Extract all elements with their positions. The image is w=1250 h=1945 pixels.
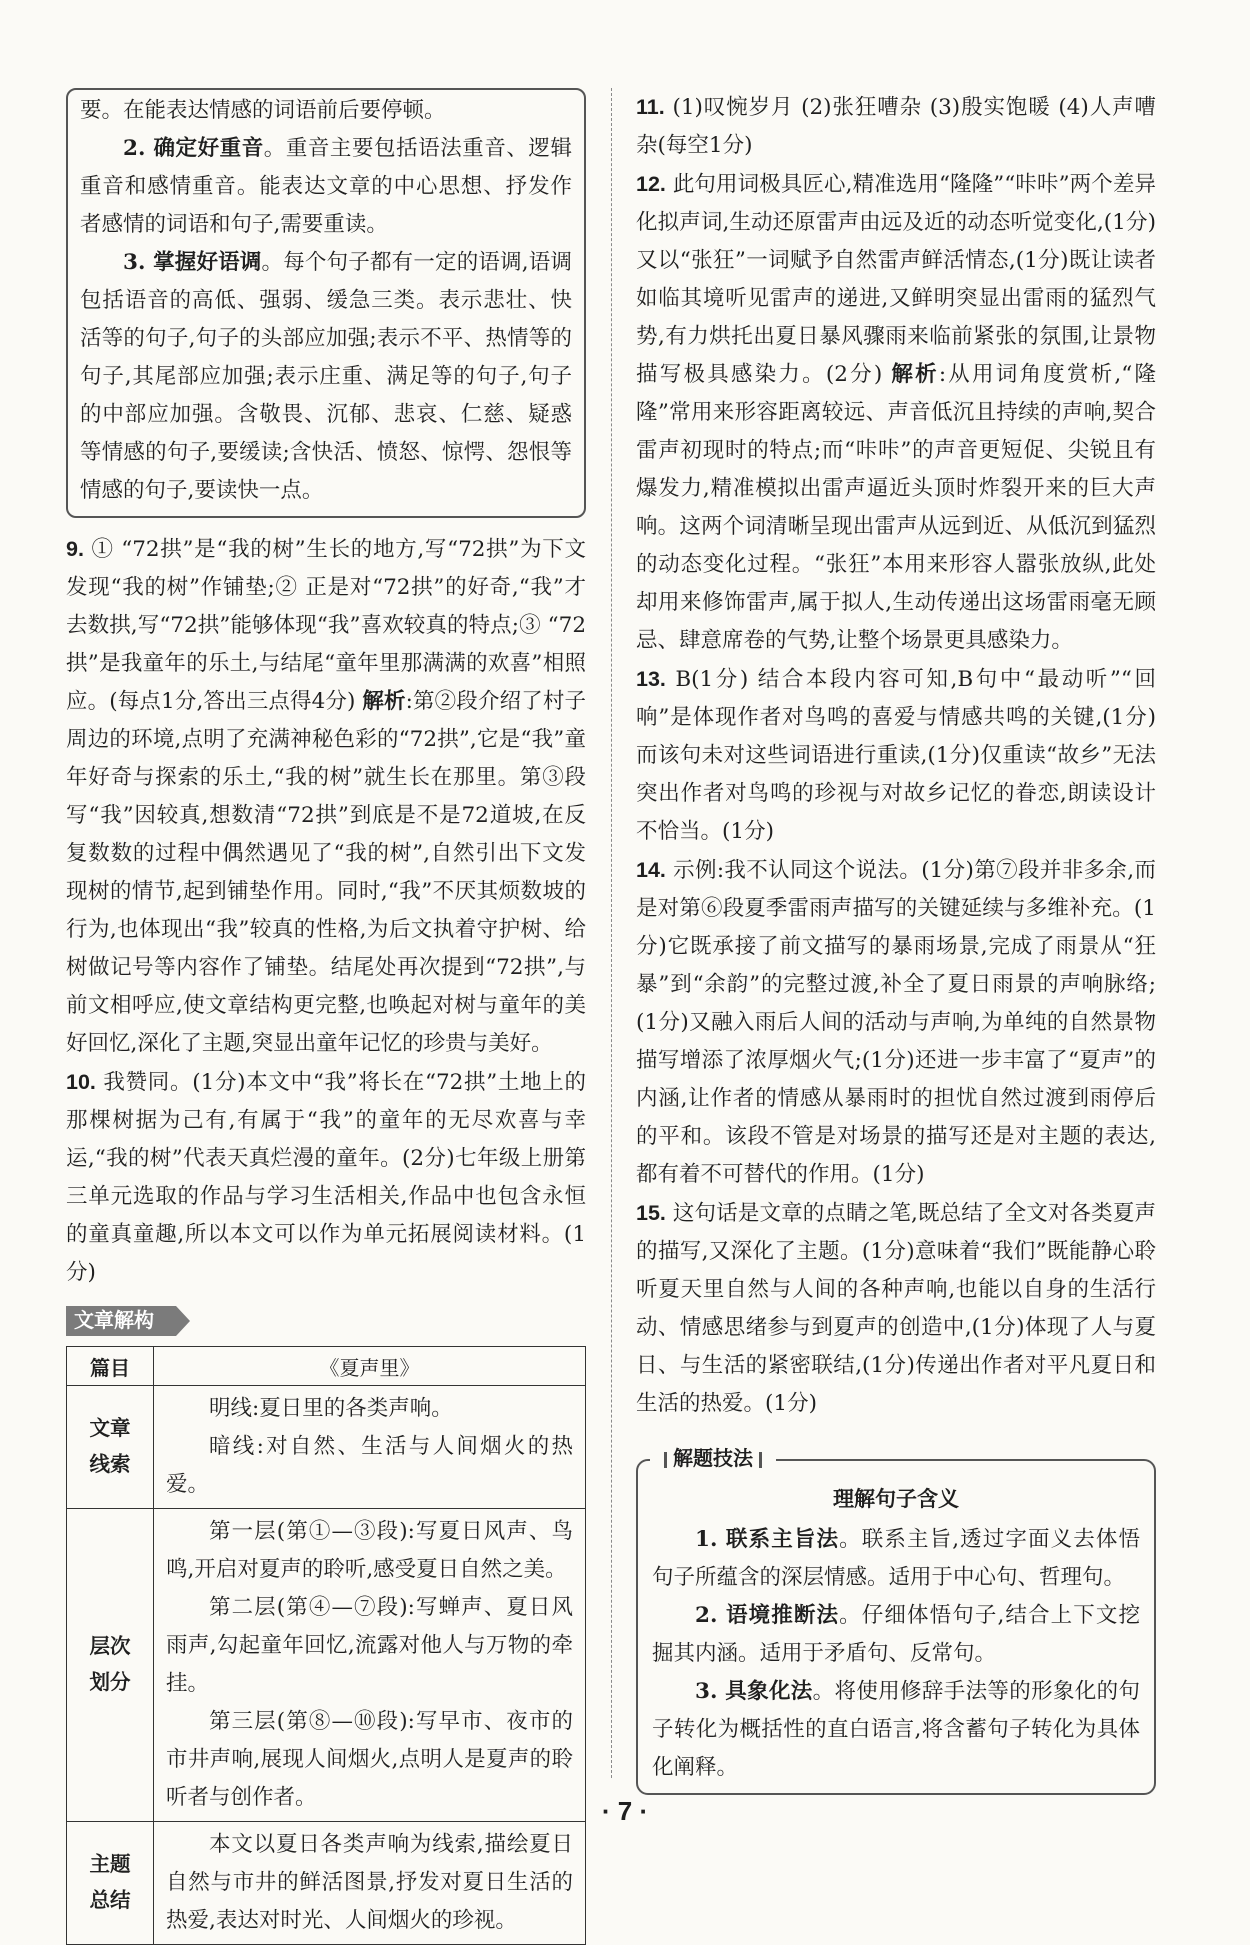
column-divider xyxy=(611,88,612,1778)
box-intro: 要。在能表达情感的词语前后要停顿。 xyxy=(80,98,446,123)
row-body: 本文以夏日各类声响为线索,描绘夏日自然与市井的鲜活图景,抒发对夏日生活的热爱,表达对时光、人间烟火的珍视。 xyxy=(154,1822,586,1945)
answer-14: 14. 示例:我不认同这个说法。(1分)第⑦段并非多余,而是对第⑥段夏季雷雨声描写的关键延续与多维补充。(1分)它既承接了前文描写的暴雨场景,完成了雨景从“狂暴”到“余韵”的完整过渡,补全了夏日雨景的声响脉络;(1分)又融入雨后人间的活动与声响,为单纯的自然景物描写增添了浓厚烟火气;(1分)还进一步丰富了“夏声”的内涵,让作者的情感从暴雨时的担忧自然过渡到雨停后的平和。该段不管是对场景的描写还是对主题的表达,都有着不可替代的作用。(1分) xyxy=(636,858,1156,1187)
method-tips-title: 理解句子含义 xyxy=(833,1488,959,1511)
table-header-row xyxy=(67,1347,586,1386)
box-point-3: 3. 掌握好语调。每个句子都有一定的语调,语调包括语音的高低、强弱、缓急三类。表示悲壮、快活等的句子,句子的头部应加强;表示不平、热情等的句子,其尾部应加强;表示庄重、满足等的句子,句子的中部应加强。含敬畏、沉郁、悲哀、仁慈、疑惑等情感的句子,要缓读;含快活、愤怒、惊愕、怨恨等情感的句子,要读快一点。 xyxy=(80,250,572,503)
answer-9: 9. ① “72拱”是“我的树”生长的地方,写“72拱”为下文发现“我的树”作铺垫;② 正是对“72拱”的好奇,“我”才去数拱,写“72拱”能够体现“我”喜欢较真的特点;③ “72拱”是我童年的乐土,与结尾“童年里那满满的欢喜”相照应。(每点1分,答出三点得4分) 解析:第②段介绍了村子周边的环境,点明了充满神秘色彩的“72拱”,它是“我”童年好奇与探索的乐土,“我的树”就生长在那里。第③段写“我”因较真,想数清“72拱”到底是不是72道坡,在反复数数的过程中偶然遇见了“我的树”,自然引出下文发现树的情节,起到铺垫作用。同时,“我”不厌其烦数坡的行为,也体现出“我”较真的性格,为后文执着守护树、给树做记号等内容作了铺垫。结尾处再次提到“72拱”,与前文相呼应,使文章结构更完整,也唤起对树与童年的美好回忆,深化了主题,突显出童年记忆的珍贵与美好。 xyxy=(66,537,586,1056)
row-head: 文章 线索 xyxy=(67,1386,154,1509)
answer-12: 12. 此句用词极具匠心,精准选用“隆隆”“咔咔”两个差异化拟声词,生动还原雷声由远及近的动态听觉变化,(1分)又以“张狂”一词赋予自然雷声鲜活情态,(1分)既让读者如临其境听见雷声的递进,又鲜明突显出雷雨的猛烈气势,有力烘托出夏日暴风骤雨来临前紧张的氛围,让景物描写极具感染力。(2分) 解析:从用词角度赏析,“隆隆”常用来形容距离较远、声音低沉且持续的声响,契合雷声初现时的特点;而“咔咔”的声音更短促、尖锐且有爆发力,精准模拟出雷声逼近头顶时炸裂开来的巨大声响。这两个词清晰呈现出雷声从远到近、从低沉到猛烈的动态变化过程。“张狂”本用来形容人嚣张放纵,此处却用来修饰雷声,属于拟人,生动传递出这场雷雨毫无顾忌、肆意席卷的气势,让整个场景更具感染力。 xyxy=(636,172,1156,653)
page-number: · 7 · xyxy=(601,1796,649,1826)
method-tips-tag: 解题技法 xyxy=(650,1444,776,1474)
row-head: 主题 总结 xyxy=(67,1822,154,1945)
section-tag-structure: 文章解构 xyxy=(66,1306,176,1336)
table-row xyxy=(67,1386,586,1509)
row-body: 明线:夏日里的各类声响。 暗线:对自然、生活与人间烟火的热爱。 xyxy=(154,1386,586,1509)
method-item: 1. 联系主旨法。联系主旨,透过字面义去体悟句子所蕴含的深层情感。适用于中心句、哲理句。 xyxy=(652,1527,1140,1590)
method-item: 3. 具象化法。将使用修辞手法等的形象化的句子转化为概括性的直白语言,将含蓄句子转化为具体化阐释。 xyxy=(652,1679,1140,1780)
answer-11: 11. (1)叹惋岁月 (2)张狂嘈杂 (3)殷实饱暖 (4)人声嘈杂(每空1分) xyxy=(636,95,1156,158)
answer-15: 15. 这句话是文章的点睛之笔,既总结了全文对各类夏声的描写,又深化了主题。(1分)意味着“我们”既能静心聆听夏天里自然与人间的各种声响,也能以自身的生活行动、情感思绪参与到夏声的创造中,(1分)体现了人与夏日、与生活的紧密联结,(1分)传递出作者对平凡夏日和生活的热爱。(1分) xyxy=(636,1201,1156,1416)
left-column xyxy=(66,88,586,1945)
method-item: 2. 语境推断法。仔细体悟句子,结合上下文挖掘其内涵。适用于矛盾句、反常句。 xyxy=(652,1603,1140,1666)
answer-13: 13. B(1分) 结合本段内容可知,B句中“最动听”“回响”是体现作者对鸟鸣的喜爱与情感共鸣的关键,(1分)而该句未对这些词语进行重读,(1分)仅重读“故乡”无法突出作者对鸟鸣的珍视与对故乡记忆的眷恋,朗读设计不恰当。(1分) xyxy=(636,667,1156,844)
table-row xyxy=(67,1822,586,1945)
reading-tips-box xyxy=(66,88,586,518)
row-body: 第一层(第①—③段):写夏日风声、鸟鸣,开启对夏声的聆听,感受夏日自然之美。 第二层(第④—⑦段):写蝉声、夏日风雨声,勾起童年回忆,流露对他人与万物的牵挂。 第三层(第⑧—⑩段):写早市、夜市的市井声响,展现人间烟火,点明人是夏声的聆听者与创作者。 xyxy=(154,1509,586,1822)
table-header-col1: 篇目 xyxy=(67,1347,154,1386)
method-tips-box xyxy=(636,1448,1156,1795)
structure-table xyxy=(66,1346,586,1945)
table-row xyxy=(67,1509,586,1822)
row-head: 层次 划分 xyxy=(67,1509,154,1822)
table-header-col2: 《夏声里》 xyxy=(154,1347,586,1386)
box-point-2: 2. 确定好重音。重音主要包括语法重音、逻辑重音和感情重音。能表达文章的中心思想、抒发作者感情的词语和句子,需要重读。 xyxy=(80,136,572,237)
right-column xyxy=(636,88,1156,1795)
answer-10: 10. 我赞同。(1分)本文中“我”将长在“72拱”土地上的那棵树据为己有,有属于“我”的童年的无尽欢喜与幸运,“我的树”代表天真烂漫的童年。(2分)七年级上册第三单元选取的作品与学习生活相关,作品中也包含永恒的童真童趣,所以本文可以作为单元拓展阅读材料。(1分) xyxy=(66,1070,586,1285)
